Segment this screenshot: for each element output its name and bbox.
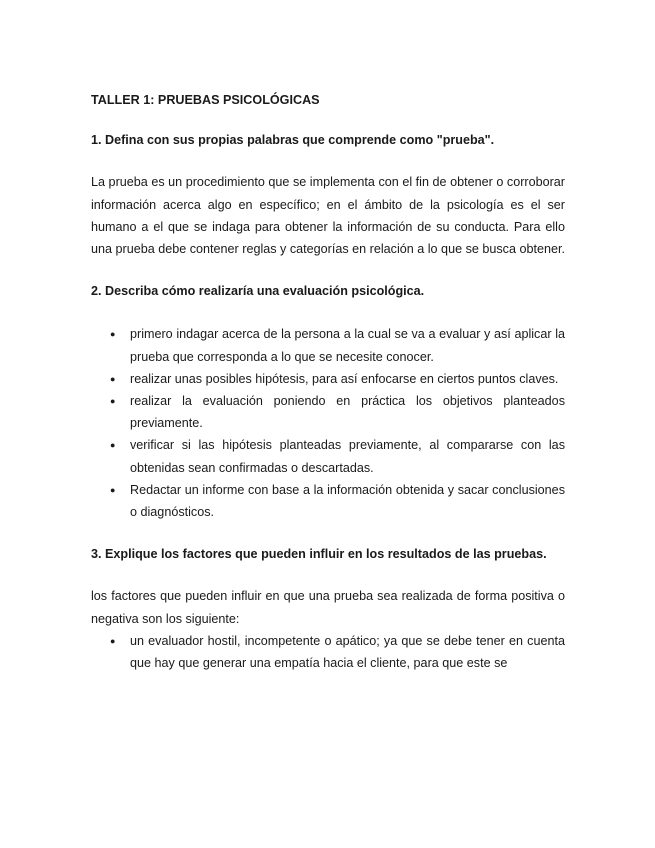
list-item xyxy=(91,368,565,390)
answer-3-intro: los factores que pueden influir en que una prueba sea realizada de forma positiva o negativa son los siguiente: xyxy=(91,589,565,626)
list-item xyxy=(91,323,565,367)
factors-list xyxy=(91,630,565,674)
bullet-icon: ● xyxy=(110,373,116,384)
bullet-icon: ● xyxy=(110,484,116,495)
list-item-text: realizar la evaluación poniendo en práctica los objetivos planteados previamente. xyxy=(130,394,565,431)
question-1: 1. Defina con sus propias palabras que comprende como "prueba". xyxy=(91,133,495,148)
document-title: TALLER 1: PRUEBAS PSICOLÓGICAS xyxy=(91,93,320,107)
list-item-text: verificar si las hipótesis planteadas previamente, al compararse con las obtenidas sean confirmadas o descartadas. xyxy=(130,438,565,475)
list-item xyxy=(91,434,565,478)
question-3: 3. Explique los factores que pueden influir en los resultados de las pruebas. xyxy=(91,547,547,562)
list-item xyxy=(91,630,565,674)
list-item-text: un evaluador hostil, incompetente o apático; ya que se debe tener en cuenta que hay que generar una empatía hacia el cliente, para que este se xyxy=(130,633,565,671)
bullet-icon: ● xyxy=(110,329,116,340)
document-page xyxy=(91,89,565,674)
bullet-icon: ● xyxy=(110,440,116,451)
list-item-text: realizar unas posibles hipótesis, para así enfocarse en ciertos puntos claves. xyxy=(130,371,559,386)
answer-1: La prueba es un procedimiento que se implementa con el fin de obtener o corroborar información acerca algo en específico; en el ámbito de la psicología es el ser humano a el que se indaga para obtener la información de su conducta. Para ello una prueba debe contener reglas y categorías en relación a lo que se busca obtener. xyxy=(91,175,565,257)
bullet-icon: ● xyxy=(110,396,116,407)
evaluation-steps-list xyxy=(91,323,565,523)
bullet-icon: ● xyxy=(110,635,116,646)
list-item xyxy=(91,479,565,523)
list-item xyxy=(91,390,565,434)
question-2: 2. Describa cómo realizaría una evaluación psicológica. xyxy=(91,284,425,299)
list-item-text: primero indagar acerca de la persona a la cual se va a evaluar y así aplicar la prueba que corresponda a lo que se necesite conocer. xyxy=(130,327,565,364)
list-item-text: Redactar un informe con base a la información obtenida y sacar conclusiones o diagnósticos. xyxy=(130,482,565,520)
